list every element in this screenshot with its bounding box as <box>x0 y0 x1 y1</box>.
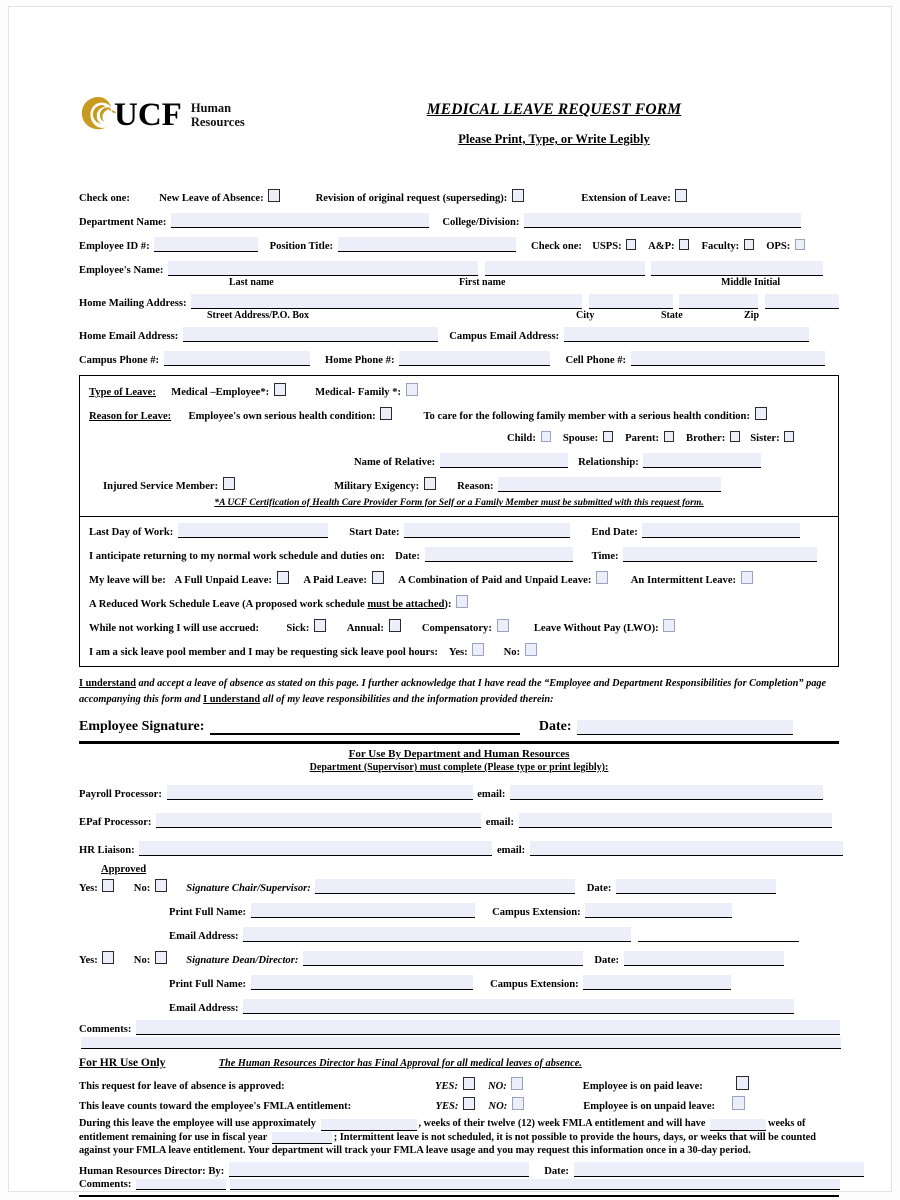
end-date-label: End Date: <box>591 527 638 538</box>
home-email-label: Home Email Address: <box>79 331 179 342</box>
form-page <box>8 6 892 1192</box>
start-date-label: Start Date: <box>349 527 400 538</box>
position-title-input[interactable] <box>338 237 516 252</box>
while-not-working-label: While not working I will use accrued: <box>89 623 260 634</box>
chair-extension-label: Campus Extension: <box>492 906 581 918</box>
hr-fmla-no-checkbox[interactable] <box>512 1097 524 1110</box>
department-name-input[interactable] <box>171 213 429 228</box>
payroll-email-label: email: <box>477 788 506 800</box>
spouse-checkbox[interactable] <box>603 431 613 442</box>
annual-label: Annual: <box>346 623 384 634</box>
employee-name-row <box>79 261 839 276</box>
employee-signature-date-input[interactable] <box>577 720 793 735</box>
reduced-schedule-label-a: A Reduced Work Schedule Leave (A proposed work schedule <box>89 599 368 610</box>
lwop-label: Leave Without Pay (LWO): <box>533 623 659 634</box>
department-comments-input[interactable] <box>136 1020 840 1035</box>
dean-name-row <box>79 975 839 990</box>
sick-pool-yes-label: Yes: <box>448 647 468 658</box>
home-phone-input[interactable] <box>399 351 550 366</box>
acknowledgement-paragraph <box>79 676 839 708</box>
bottom-rule <box>79 1195 839 1197</box>
return-time-label: Time: <box>591 551 619 562</box>
hr-comments-input-b[interactable] <box>230 1179 840 1190</box>
chair-date-input[interactable] <box>616 879 776 894</box>
sick-pool-no-checkbox[interactable] <box>525 643 537 656</box>
usps-checkbox[interactable] <box>626 239 636 250</box>
department-row <box>79 213 839 228</box>
college-division-label: College/Division: <box>442 217 520 228</box>
state-sublabel: State <box>661 310 683 321</box>
address-sublabels <box>79 310 839 323</box>
relationship-label: Relationship: <box>578 457 639 468</box>
hr-director-date-label: Date: <box>544 1165 569 1177</box>
reduced-schedule-label-b: ): <box>444 599 452 610</box>
last-name-sublabel: Last name <box>229 277 274 288</box>
military-reason-input[interactable] <box>498 477 721 492</box>
payroll-processor-row <box>79 785 839 800</box>
chair-print-name-input[interactable] <box>251 903 475 918</box>
department-section-heading: For Use By Department and Human Resources <box>348 747 570 760</box>
last-day-label: Last Day of Work: <box>89 527 174 538</box>
combination-label: A Combination of Paid and Unpaid Leave: <box>398 575 592 586</box>
hr-fmla-yes-checkbox[interactable] <box>463 1097 475 1110</box>
zip-sublabel: Zip <box>744 310 760 321</box>
return-date-row <box>89 547 829 562</box>
military-reason-label: Reason: <box>457 481 494 492</box>
zip-input[interactable] <box>765 294 839 309</box>
brother-label: Brother: <box>686 433 726 444</box>
middle-initial-sublabel: Middle Initial <box>721 277 781 288</box>
type-of-leave-label: Type of Leave: <box>89 387 156 398</box>
chair-yes-checkbox[interactable] <box>102 879 114 892</box>
must-be-attached-text: must be attached <box>367 599 445 610</box>
type-of-leave-row <box>89 383 829 398</box>
home-email-input[interactable] <box>183 327 438 342</box>
brother-checkbox[interactable] <box>730 431 740 442</box>
hr-fmla-paragraph <box>79 1117 839 1158</box>
section-divider <box>79 741 839 744</box>
hr-use-only-row <box>79 1056 839 1069</box>
my-leave-label: My leave will be: <box>89 575 166 586</box>
form-header <box>79 93 839 163</box>
page-subtitle: Please Print, Type, or Write Legibly <box>458 132 650 146</box>
chair-signature-label: Signature Chair/Supervisor: <box>186 882 311 894</box>
chair-extension-input[interactable] <box>585 903 732 918</box>
campus-phone-input[interactable] <box>164 351 310 366</box>
hr-approved-label: This request for leave of absence is approved: <box>79 1080 285 1092</box>
anp-label: A&P: <box>648 241 675 252</box>
extension-checkbox[interactable] <box>675 189 687 202</box>
sick-pool-yes-checkbox[interactable] <box>472 643 484 656</box>
hr-director-by-input[interactable] <box>229 1162 529 1177</box>
hr-director-note: The Human Resources Director has Final Approval for all medical leaves of absence. <box>218 1057 582 1069</box>
faculty-label: Faculty: <box>701 241 740 252</box>
chair-no-label: No: <box>133 882 151 894</box>
hr-para-d: ; Intermittent leave is not scheduled, it is not possible to provide the hours, days, or weeks that will be counted against your FMLA leave entitlement. Your department will track your FMLA leave usage and you may request this information once in a 30-day period. <box>79 1131 816 1157</box>
last-day-input[interactable] <box>178 523 328 538</box>
dean-date-input[interactable] <box>624 951 784 966</box>
dean-signature-label: Signature Dean/Director: <box>186 954 299 966</box>
military-row <box>89 477 829 492</box>
relative-type-row <box>89 431 829 444</box>
hr-fmla-no-label: NO: <box>488 1100 508 1112</box>
employee-name-label: Employee's Name: <box>79 265 164 276</box>
new-leave-label: New Leave of Absence: <box>159 193 264 204</box>
hr-liaison-row <box>79 841 839 856</box>
medical-family-checkbox[interactable] <box>406 383 418 396</box>
return-date-label: Date: <box>395 551 420 562</box>
work-dates-row <box>89 523 829 538</box>
epaf-processor-input[interactable] <box>156 813 481 828</box>
campus-email-label: Campus Email Address: <box>449 331 560 342</box>
employee-last-name-input[interactable] <box>168 261 478 276</box>
hr-unpaid-leave-label: Employee is on unpaid leave: <box>583 1100 716 1112</box>
hr-fmla-label: This leave counts toward the employee's FMLA entitlement: <box>79 1100 352 1112</box>
employee-id-label: Employee ID #: <box>79 241 150 252</box>
name-of-relative-label: Name of Relative: <box>354 457 436 468</box>
dean-signature-input[interactable] <box>303 951 583 966</box>
hr-liaison-email-input[interactable] <box>530 841 843 856</box>
dean-print-name-label: Print Full Name: <box>169 978 247 990</box>
chair-email-label: Email Address: <box>169 930 239 942</box>
combination-checkbox[interactable] <box>596 571 608 584</box>
check-one-label: Check one: <box>79 193 130 204</box>
hr-para-b: , weeks of their twelve (12) week FMLA entitlement and will have <box>418 1117 706 1129</box>
cell-phone-input[interactable] <box>631 351 825 366</box>
ops-label: OPS: <box>766 241 791 252</box>
sister-checkbox[interactable] <box>784 431 794 442</box>
mailing-address-label: Home Mailing Address: <box>79 298 187 309</box>
hr-comments-row <box>79 1179 839 1190</box>
start-date-input[interactable] <box>404 523 570 538</box>
campus-email-input[interactable] <box>564 327 809 342</box>
hr-approved-no-label: NO: <box>487 1080 507 1092</box>
epaf-processor-row <box>79 813 839 828</box>
title-block <box>334 101 774 147</box>
dean-no-checkbox[interactable] <box>155 951 167 964</box>
medical-employee-label: Medical –Employee*: <box>171 387 270 398</box>
campus-phone-label: Campus Phone #: <box>79 355 160 366</box>
own-condition-checkbox[interactable] <box>380 407 392 420</box>
chair-email-input-ext[interactable] <box>638 927 799 942</box>
hr-unpaid-leave-checkbox[interactable] <box>732 1096 745 1110</box>
own-condition-label: Employee's own serious health condition: <box>188 411 376 422</box>
parent-checkbox[interactable] <box>664 431 674 442</box>
hr-comments-input-a[interactable] <box>136 1179 226 1190</box>
department-name-label: Department Name: <box>79 217 167 228</box>
care-family-checkbox[interactable] <box>755 407 767 420</box>
ack-text-2: all of my leave responsibilities and the information provided therein: <box>260 693 554 705</box>
epaf-email-input[interactable] <box>519 813 832 828</box>
intermittent-label: An Intermittent Leave: <box>630 575 737 586</box>
form-body <box>79 93 839 1197</box>
employee-signature-date-label: Date: <box>538 718 572 734</box>
usps-label: USPS: <box>592 241 622 252</box>
chair-no-checkbox[interactable] <box>155 879 167 892</box>
relative-name-row <box>89 453 829 468</box>
leave-details-box <box>79 375 839 517</box>
first-name-sublabel: First name <box>459 277 506 288</box>
dean-yes-label: Yes: <box>79 954 98 966</box>
sick-checkbox[interactable] <box>314 619 326 632</box>
dean-signature-row <box>79 951 839 966</box>
compensatory-checkbox[interactable] <box>497 619 509 632</box>
return-time-input[interactable] <box>623 547 817 562</box>
org-line-1: Human <box>190 101 232 115</box>
reduced-schedule-row <box>89 595 829 610</box>
lwop-checkbox[interactable] <box>663 619 675 632</box>
child-checkbox[interactable] <box>541 431 551 442</box>
hr-fmla-yes-label: YES: <box>435 1100 459 1112</box>
sick-pool-no-label: No: <box>503 647 521 658</box>
hr-liaison-input[interactable] <box>139 841 492 856</box>
medical-family-label: Medical- Family *: <box>315 387 402 398</box>
leave-dates-box <box>79 516 839 667</box>
intermittent-checkbox[interactable] <box>741 571 753 584</box>
anp-checkbox[interactable] <box>679 239 689 250</box>
full-unpaid-label: A Full Unpaid Leave: <box>174 575 272 586</box>
org-line-2: Resources <box>190 115 245 129</box>
chair-email-row <box>79 927 839 942</box>
accrued-row <box>89 619 829 634</box>
department-comments-row <box>79 1020 839 1035</box>
hr-paid-leave-checkbox[interactable] <box>736 1076 749 1090</box>
dean-extension-label: Campus Extension: <box>490 978 579 990</box>
position-title-label: Position Title: <box>269 241 334 252</box>
i-understand-2: I understand <box>203 693 261 705</box>
reason-for-leave-label: Reason for Leave: <box>89 411 172 422</box>
new-leave-checkbox[interactable] <box>268 189 280 202</box>
sister-label: Sister: <box>750 433 780 444</box>
city-sublabel: City <box>576 310 595 321</box>
medical-employee-checkbox[interactable] <box>274 383 286 396</box>
hr-approved-row <box>79 1076 839 1092</box>
chair-signature-row <box>79 879 839 894</box>
paid-leave-checkbox[interactable] <box>372 571 384 584</box>
department-comments-label: Comments: <box>79 1023 132 1035</box>
street-sublabel: Street Address/P.O. Box <box>207 310 310 321</box>
hr-para-c: weeks of entitlement remaining for use in fiscal year <box>79 1117 806 1143</box>
anticipate-return-label: I anticipate returning to my normal work schedule and duties on: <box>89 551 385 562</box>
spouse-label: Spouse: <box>562 433 599 444</box>
fmla-weeks-used-input[interactable] <box>321 1119 417 1131</box>
reason-for-leave-row <box>89 407 829 422</box>
cell-phone-label: Cell Phone #: <box>565 355 627 366</box>
payroll-email-input[interactable] <box>510 785 823 800</box>
chair-yes-label: Yes: <box>79 882 98 894</box>
paid-leave-label: A Paid Leave: <box>303 575 367 586</box>
hr-paid-leave-label: Employee is on paid leave: <box>582 1080 703 1092</box>
sick-label: Sick: <box>286 623 310 634</box>
hr-fmla-row <box>79 1096 839 1112</box>
page-title: MEDICAL LEAVE REQUEST FORM <box>426 101 682 118</box>
dean-email-label: Email Address: <box>169 1002 239 1014</box>
employee-signature-input[interactable] <box>210 722 520 735</box>
full-unpaid-checkbox[interactable] <box>277 571 289 584</box>
employee-middle-initial-input[interactable] <box>651 261 823 276</box>
dean-print-name-input[interactable] <box>251 975 473 990</box>
home-phone-label: Home Phone #: <box>325 355 395 366</box>
military-exigency-label: Military Exigency: <box>334 481 420 492</box>
pegasus-icon <box>79 95 117 135</box>
department-comments-input-2[interactable] <box>81 1037 841 1049</box>
injured-service-label: Injured Service Member: <box>103 481 219 492</box>
injured-service-checkbox[interactable] <box>223 477 235 490</box>
phone-row <box>79 351 839 366</box>
epaf-processor-label: EPaf Processor: <box>79 816 152 828</box>
approved-heading: Approved <box>101 863 147 875</box>
employee-signature-label: Employee Signature: <box>79 718 205 734</box>
check-one-row <box>79 189 839 204</box>
ucf-wordmark: UCF <box>114 96 182 133</box>
end-date-input[interactable] <box>642 523 800 538</box>
extension-label: Extension of Leave: <box>581 193 671 204</box>
annual-checkbox[interactable] <box>389 619 401 632</box>
dean-email-input[interactable] <box>243 999 794 1014</box>
city-input[interactable] <box>589 294 673 309</box>
payroll-processor-input[interactable] <box>167 785 473 800</box>
leave-kind-row <box>89 571 829 586</box>
parent-label: Parent: <box>625 433 660 444</box>
epaf-email-label: email: <box>485 816 515 828</box>
employee-signature-row <box>79 719 839 735</box>
employee-first-name-input[interactable] <box>485 261 645 276</box>
sick-pool-label: I am a sick leave pool member and I may be requesting sick leave pool hours: <box>89 647 438 658</box>
dean-extension-input[interactable] <box>583 975 731 990</box>
state-input[interactable] <box>679 294 758 309</box>
hr-approved-yes-label: YES: <box>435 1080 458 1092</box>
hr-director-by-label: Human Resources Director: By: <box>79 1165 225 1177</box>
check-one-2-label: Check one: <box>531 241 582 252</box>
department-section-subheading: Department (Supervisor) must complete (Please type or print legibly): <box>309 761 609 773</box>
street-address-input[interactable] <box>191 294 582 309</box>
hr-use-only-heading: For HR Use Only <box>79 1055 166 1069</box>
chair-email-input[interactable] <box>243 927 631 942</box>
chair-date-label: Date: <box>586 882 612 894</box>
ops-checkbox[interactable] <box>795 239 805 250</box>
reduced-schedule-checkbox[interactable] <box>456 595 468 608</box>
chair-signature-input[interactable] <box>315 879 575 894</box>
chair-print-name-label: Print Full Name: <box>169 906 247 918</box>
sick-pool-row <box>89 643 829 658</box>
dean-email-row <box>79 999 839 1014</box>
relationship-input[interactable] <box>643 453 761 468</box>
fiscal-year-input[interactable] <box>272 1132 332 1144</box>
name-of-relative-input[interactable] <box>440 453 568 468</box>
hr-approved-yes-checkbox[interactable] <box>463 1077 475 1090</box>
fmla-weeks-remaining-input[interactable] <box>710 1119 766 1131</box>
department-comments-row-2 <box>79 1037 839 1049</box>
return-date-input[interactable] <box>425 547 573 562</box>
hr-director-date-input[interactable] <box>574 1162 864 1177</box>
chair-name-row <box>79 903 839 918</box>
mailing-address-row <box>79 294 839 309</box>
certification-footnote: *A UCF Certification of Health Care Provider Form for Self or a Family Member must be submitted with this request form. <box>214 497 704 508</box>
dean-no-label: No: <box>133 954 151 966</box>
dean-yes-checkbox[interactable] <box>102 951 114 964</box>
college-division-input[interactable] <box>524 213 801 228</box>
ack-text-1: and accept a leave of absence as stated on this page. I further acknowledge that I have read the “Employee and Department Responsibilities for Completion” page accompanying this form and <box>79 678 827 705</box>
revision-label: Revision of original request (superseding): <box>315 193 508 204</box>
compensatory-label: Compensatory: <box>421 623 492 634</box>
email-row <box>79 327 839 342</box>
faculty-checkbox[interactable] <box>744 239 754 250</box>
name-sublabels <box>79 277 839 290</box>
employee-id-input[interactable] <box>154 237 258 252</box>
military-exigency-checkbox[interactable] <box>424 477 436 490</box>
hr-comments-label: Comments: <box>79 1178 132 1190</box>
ucf-logo <box>79 95 245 135</box>
revision-checkbox[interactable] <box>512 189 524 202</box>
dean-date-label: Date: <box>594 954 620 966</box>
payroll-processor-label: Payroll Processor: <box>79 788 162 800</box>
hr-approved-no-checkbox[interactable] <box>511 1077 523 1090</box>
employee-id-row <box>79 237 839 252</box>
child-label: Child: <box>507 433 536 444</box>
org-label <box>191 101 245 129</box>
hr-liaison-label: HR Liaison: <box>79 844 135 856</box>
hr-para-a: During this leave the employee will use approximately <box>79 1117 316 1129</box>
hr-liaison-email-label: email: <box>496 844 526 856</box>
hr-director-row <box>79 1162 839 1177</box>
care-family-label: To care for the following family member with a serious health condition: <box>423 411 750 422</box>
i-understand-1: I understand <box>79 678 136 689</box>
